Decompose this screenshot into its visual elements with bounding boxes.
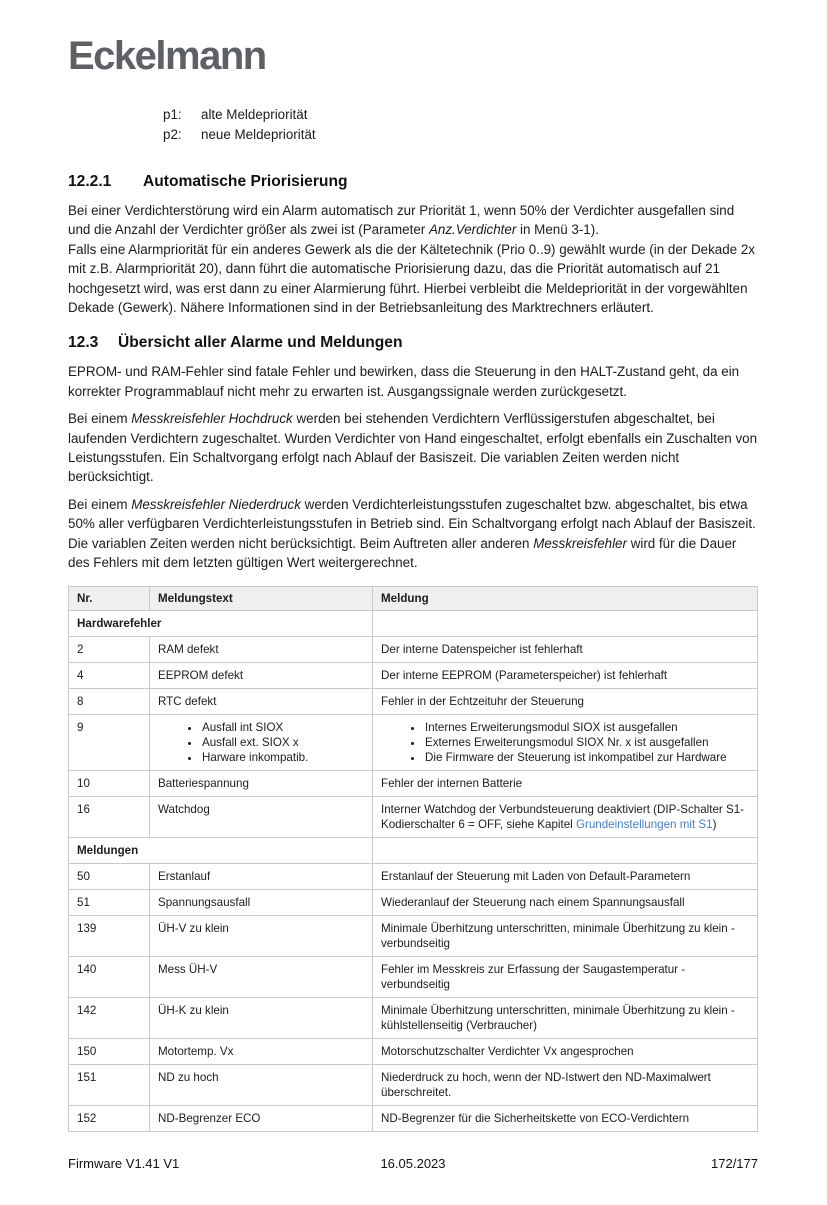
cell-meldungstext: Mess ÜH-V: [150, 956, 373, 997]
cell-meldungstext: ÜH-V zu klein: [150, 915, 373, 956]
definition-term: p2:: [163, 127, 182, 142]
table-section-empty-cell: [373, 610, 758, 636]
text-segment: Anz.Verdichter: [428, 222, 517, 238]
table-section-label: Meldungen: [69, 837, 373, 863]
text-segment: Fehler der internen Batterie: [381, 776, 523, 790]
table-row: [69, 796, 758, 837]
cell-meldung: [373, 1038, 758, 1064]
table-section-row: [69, 610, 758, 636]
section-title: Übersicht aller Alarme und Meldungen: [118, 334, 403, 352]
cell-meldung: [373, 662, 758, 688]
table-row: [69, 1038, 758, 1064]
cell-nr: 151: [69, 1064, 150, 1105]
cell-meldungstext: Motortemp. Vx: [150, 1038, 373, 1064]
cell-nr: 152: [69, 1105, 150, 1131]
bullet-item: • Ausfall int SIOX: [201, 720, 364, 735]
cell-meldungstext: RTC defekt: [150, 688, 373, 714]
cell-meldungstext: Watchdog: [150, 796, 373, 837]
text-segment: Minimale Überhitzung unterschritten, minimale Überhitzung zu klein - verbundseitig: [381, 921, 735, 950]
section-heading-uebersicht-alarme: [68, 334, 758, 352]
cell-meldung: [373, 1105, 758, 1131]
text-segment: EPROM- und RAM-Fehler sind fatale Fehler und bewirken, dass die Steuerung in den HALT-Zustand geht, da ein korrekter Programmablauf nicht mehr zu erwarten ist. Ausgangssignale werden zurückgesetzt.: [68, 364, 740, 399]
cell-meldungstext: Batteriespannung: [150, 770, 373, 796]
text-segment: Minimale Überhitzung unterschritten, minimale Überhitzung zu klein - kühlstellenseitig (Verbraucher): [381, 1003, 735, 1032]
paragraph: [68, 201, 758, 317]
cell-nr: 10: [69, 770, 150, 796]
text-segment: Messkreisfehler Hochdruck: [131, 411, 293, 427]
table-header-nr: Nr.: [69, 586, 150, 610]
text-segment: Wiederanlauf der Steuerung nach einem Spannungsausfall: [381, 895, 685, 909]
text-segment: Interner Watchdog der Verbundsteuerung deaktiviert (DIP-Schalter S1-Kodierschalter 6 = OFF, siehe Kapitel: [381, 802, 745, 831]
cell-meldung: [373, 956, 758, 997]
text-segment: Messkreisfehler: [533, 535, 627, 551]
footer-date: 16.05.2023: [380, 1156, 446, 1171]
text-segment: Motorschutzschalter Verdichter Vx angesprochen: [381, 1044, 634, 1058]
text-segment: ): [712, 817, 717, 831]
table-row: [69, 1064, 758, 1105]
table-row: [69, 915, 758, 956]
paragraph: [68, 362, 758, 401]
definition-term: p1:: [163, 107, 182, 122]
cell-meldungstext: Erstanlauf: [150, 863, 373, 889]
table-row: [69, 889, 758, 915]
text-segment: Erstanlauf der Steuerung mit Laden von Default-Parametern: [381, 869, 691, 883]
table-section-label: Hardwarefehler: [69, 610, 373, 636]
text-segment: werden Verdichterleistungsstufen zugeschaltet bzw. abgeschaltet, bis etwa 50% aller verfügbaren Verdichterleistungsstufen in Betrieb sind. Ein Schaltvorgang erfolgt nach Ablauf der Basiszeit. Die variablen Zeiten werden nicht berücksichtigt. Beim Auftreten aller anderen: [68, 496, 756, 551]
table-row: [69, 714, 758, 770]
text-segment: Messkreisfehler Niederdruck: [131, 496, 301, 512]
cell-meldung: [373, 889, 758, 915]
cell-meldung: [373, 915, 758, 956]
cell-meldungstext: RAM defekt: [150, 636, 373, 662]
text-segment: in Menü 3-1).: [516, 222, 599, 238]
cell-nr: 50: [69, 863, 150, 889]
table-row: [69, 956, 758, 997]
table-section-row: [69, 837, 758, 863]
text-segment: Bei einer Verdichterstörung wird ein Alarm automatisch zur Priorität 1, wenn 50% der Verdichter ausgefallen sind und die Anzahl der Verdichter größer als zwei ist (Parameter: [68, 203, 735, 238]
bullet-item: • Internes Erweiterungsmodul SIOX ist ausgefallen: [424, 720, 749, 735]
footer-firmware-version: Firmware V1.41 V1: [68, 1156, 180, 1171]
table-row: [69, 1105, 758, 1131]
text-segment: wird für die Dauer des Fehlers mit dem letzten gültigen Wert weitergerechnet.: [68, 535, 737, 571]
cell-meldung: [373, 863, 758, 889]
definition-p2: [163, 125, 758, 145]
table-header-row: [69, 586, 758, 610]
eckelmann-logo: Eckelmann: [68, 34, 266, 78]
definition-text: alte Meldepriorität: [201, 107, 308, 122]
cell-meldung: [373, 997, 758, 1038]
bullet-item: • Harware inkompatib.: [201, 750, 364, 765]
cell-meldung: [373, 770, 758, 796]
cell-nr: 140: [69, 956, 150, 997]
cell-nr: 51: [69, 889, 150, 915]
cell-nr: 142: [69, 997, 150, 1038]
text-segment: Der interne EEPROM (Parameterspeicher) ist fehlerhaft: [381, 668, 668, 682]
cell-meldungstext: EEPROM defekt: [150, 662, 373, 688]
section-number: 12.2.1: [68, 173, 112, 190]
section-number: 12.3: [68, 334, 99, 352]
text-segment: werden bei stehenden Verdichtern Verflüssigerstufen abgeschaltet, bei laufenden Verdichtern zugeschaltet. Wurden Verdichter von Hand eingeschaltet, erfolgt ebenfalls ein Zuschalten von Leistungsstufen. Ein Schaltvorgang erfolgt nach Ablauf der Basiszeit. Die variablen Zeiten werden nicht berücksichtigt.: [68, 411, 758, 485]
cell-meldungstext: Spannungsausfall: [150, 889, 373, 915]
cell-nr: 9: [69, 714, 150, 770]
cell-meldung: [373, 796, 758, 837]
table-section-empty-cell: [373, 837, 758, 863]
text-segment: Falls eine Alarmpriorität für ein anderes Gewerk als die der Kältetechnik (Prio 0..9) gewählt wurde (in der Dekade 2x mit z.B. Alarmpriorität 20), dann führt die automatische Priorisierung dazu, das die Priorität automatisch auf 21 hochgesetzt wird, was erst dann zu einer Alarmierung führt. Hierbei verbleibt die Meldepriorität in der vorgewählten Dekade (Gewerk). Nähere Informationen sind in der Betriebsanleitung des Marktrechners erläutert.: [68, 241, 755, 316]
text-segment: Der interne Datenspeicher ist fehlerhaft: [381, 642, 583, 656]
cell-nr: 2: [69, 636, 150, 662]
table-row: [69, 997, 758, 1038]
section-title: Automatische Priorisierung: [143, 173, 348, 190]
cell-meldung: [373, 714, 758, 770]
chapter-link[interactable]: Grundeinstellungen mit S1: [575, 817, 713, 831]
cell-nr: 4: [69, 662, 150, 688]
text-segment: Bei einem: [68, 496, 132, 512]
table-row: [69, 688, 758, 714]
table-header-meldungstext: Meldungstext: [150, 586, 373, 610]
alarm-table-body: [69, 610, 758, 1131]
cell-meldung: [373, 688, 758, 714]
table-row: [69, 770, 758, 796]
cell-nr: 150: [69, 1038, 150, 1064]
definition-p1: [163, 105, 758, 125]
text-segment: Fehler in der Echtzeituhr der Steuerung: [381, 694, 585, 708]
cell-meldungstext: ND zu hoch: [150, 1064, 373, 1105]
paragraph: [68, 495, 758, 573]
cell-meldungstext: ND-Begrenzer ECO: [150, 1105, 373, 1131]
cell-meldung: [373, 1064, 758, 1105]
bullet-list: [158, 720, 364, 765]
cell-meldungstext: ÜH-K zu klein: [150, 997, 373, 1038]
text-segment: ND-Begrenzer für die Sicherheitskette von ECO-Verdichtern: [381, 1111, 690, 1125]
cell-meldung: [373, 636, 758, 662]
cell-nr: 8: [69, 688, 150, 714]
footer-page-number: 172/177: [711, 1156, 758, 1171]
section-heading-automatische-priorisierung: [68, 173, 758, 191]
cell-nr: 139: [69, 915, 150, 956]
priority-definitions: [163, 105, 758, 145]
cell-nr: 16: [69, 796, 150, 837]
text-segment: Fehler im Messkreis zur Erfassung der Saugastemperatur - verbundseitig: [381, 962, 686, 991]
bullet-list: [381, 720, 749, 765]
table-row: [69, 863, 758, 889]
bullet-item: • Ausfall ext. SIOX x: [201, 735, 364, 750]
alarm-table: [68, 586, 758, 1132]
table-row: [69, 636, 758, 662]
text-segment: Niederdruck zu hoch, wenn der ND-Istwert den ND-Maximalwert überschreitet.: [381, 1070, 711, 1099]
definition-text: neue Meldepriorität: [201, 127, 316, 142]
table-header-meldung: Meldung: [373, 586, 758, 610]
table-row: [69, 662, 758, 688]
bullet-item: • Externes Erweiterungsmodul SIOX Nr. x ist ausgefallen: [424, 735, 749, 750]
cell-meldungstext: [150, 714, 373, 770]
page: [0, 36, 827, 1132]
text-segment: Bei einem: [68, 411, 132, 427]
paragraph: [68, 409, 758, 487]
bullet-item: • Die Firmware der Steuerung ist inkompatibel zur Hardware: [424, 750, 749, 765]
